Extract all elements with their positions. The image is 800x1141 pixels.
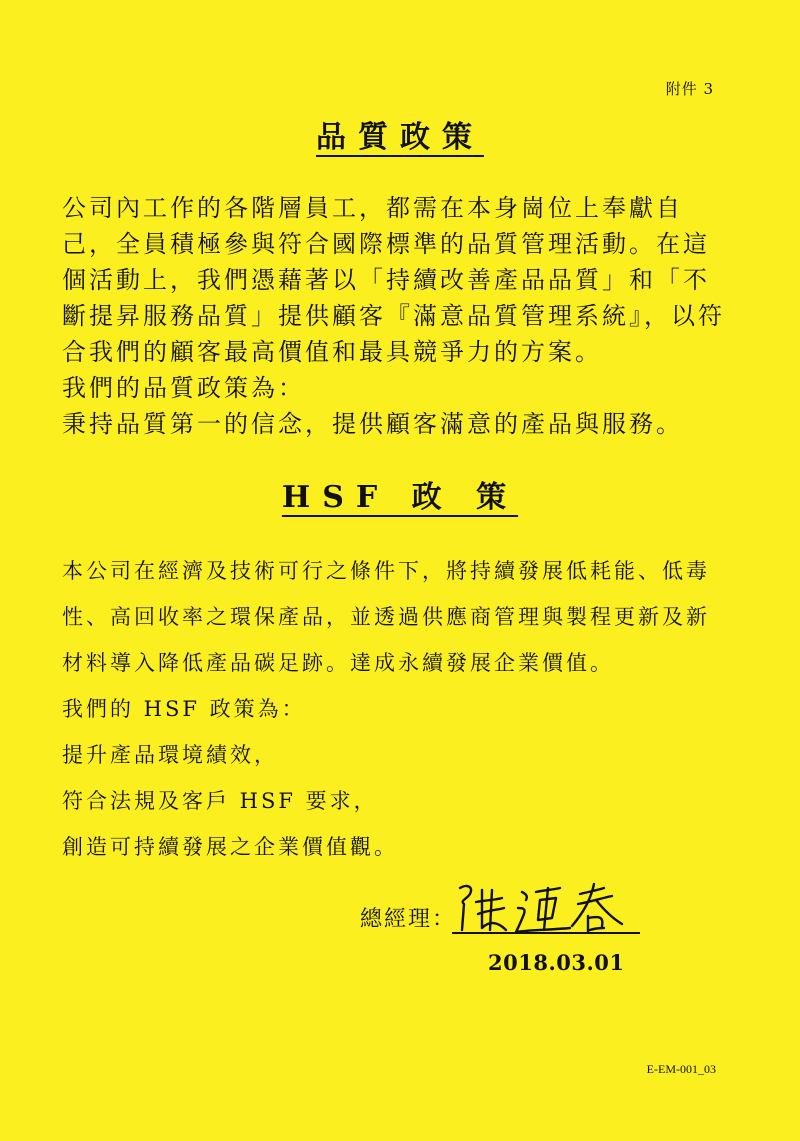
quality-policy-body xyxy=(62,190,752,442)
quality-policy-line: 個活動上，我們憑藉著以「持續改善產品品質」和「不 xyxy=(62,266,710,294)
hsf-policy-line: 創造可持續發展之企業價值觀。 xyxy=(62,835,398,859)
document-date: 2018.03.01 xyxy=(488,950,625,975)
quality-policy-line: 斷提昇服務品質」提供顧客『滿意品質管理系統』，以符 xyxy=(62,302,725,330)
hsf-policy-line: 本公司在經濟及技術可行之條件下，將持續發展低耗能、低毒 xyxy=(62,559,710,583)
quality-policy-line: 秉持品質第一的信念，提供顧客滿意的產品與服務。 xyxy=(62,410,683,438)
attachment-label: 附件 3 xyxy=(665,80,714,98)
hsf-policy-line: 我們的 HSF 政策為： xyxy=(62,697,306,721)
quality-policy-line: 我們的品質政策為： xyxy=(62,374,305,402)
hsf-policy-body xyxy=(62,548,752,870)
handwritten-signature xyxy=(452,878,642,936)
quality-policy-line: 己，全員積極參與符合國際標準的品質管理活動。在這 xyxy=(62,230,710,258)
quality-policy-line: 合我們的顧客最高價值和最具競爭力的方案。 xyxy=(62,338,602,366)
document-number: E-EM-001_03 xyxy=(646,1062,716,1076)
hsf-policy-line: 符合法規及客戶 HSF 要求， xyxy=(62,789,378,813)
quality-policy-line: 公司內工作的各階層員工，都需在本身崗位上奉獻自 xyxy=(62,194,683,222)
quality-policy-title: 品質政策 xyxy=(316,120,484,155)
hsf-policy-line: 材料導入降低產品碳足跡。達成永續發展企業價值。 xyxy=(62,651,614,675)
general-manager-label: 總經理： xyxy=(360,907,457,932)
hsf-policy-line: 性、高回收率之環保產品，並透過供應商管理與製程更新及新 xyxy=(62,605,710,629)
signature-block xyxy=(360,888,660,938)
hsf-policy-title: HSF 政 策 xyxy=(281,480,519,515)
signature-line xyxy=(452,932,640,934)
hsf-policy-line: 提升產品環境績效， xyxy=(62,743,278,767)
